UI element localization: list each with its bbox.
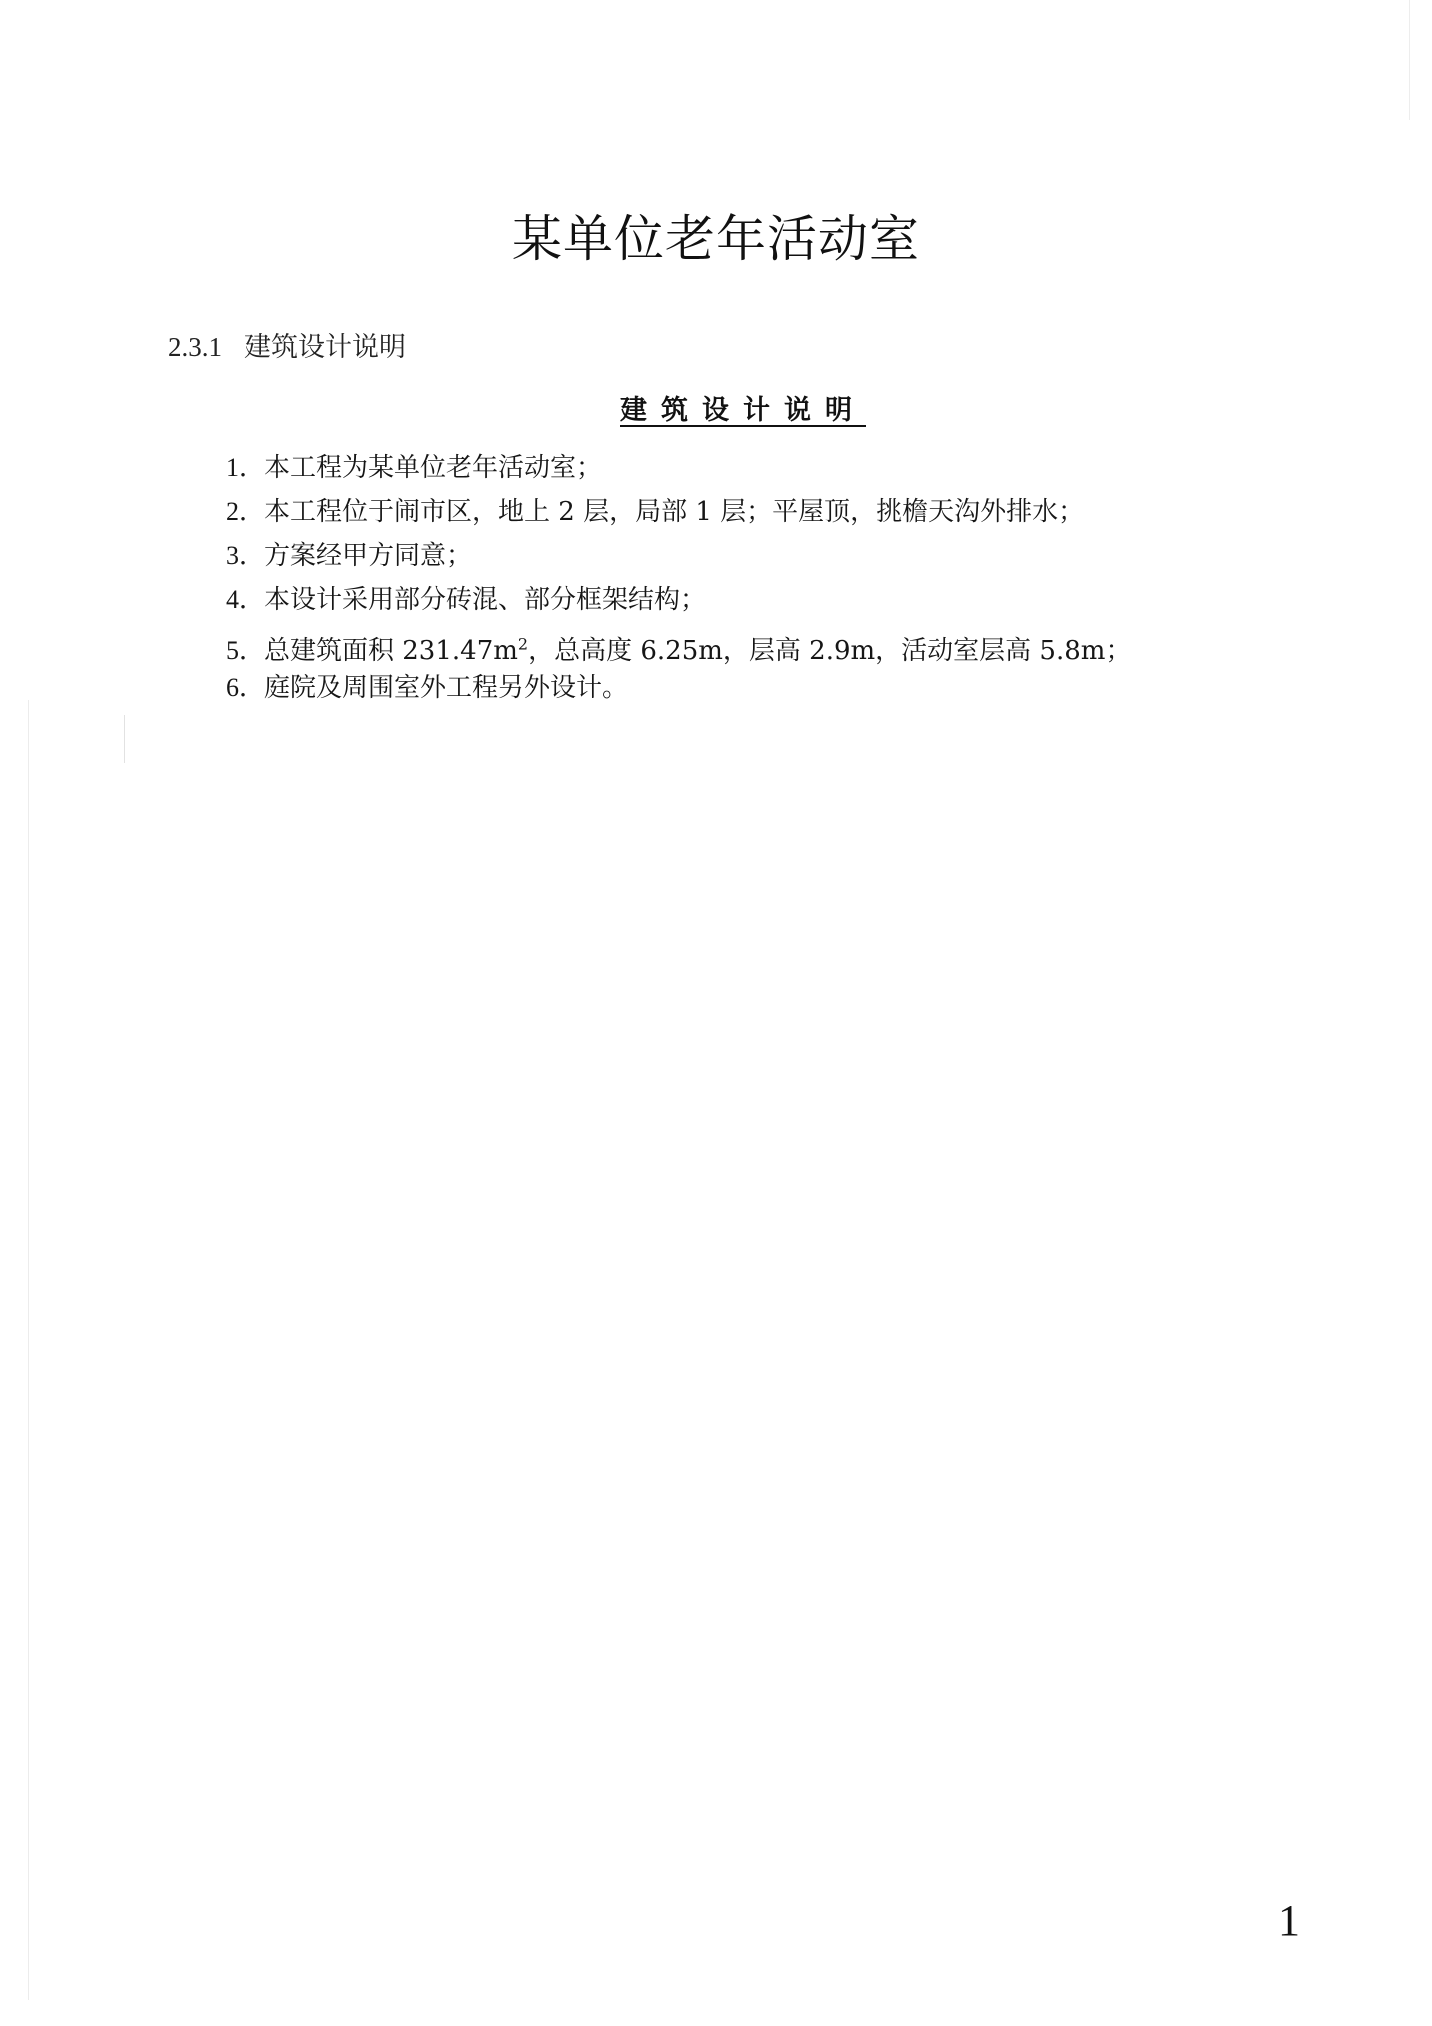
item-number: 5． — [226, 635, 266, 665]
scan-edge-line-right — [1409, 0, 1410, 120]
section-heading — [168, 325, 406, 364]
list-item — [226, 622, 1131, 666]
item-text-before: 总建筑面积 231.47m — [264, 635, 518, 666]
item-number: 2． — [226, 497, 266, 526]
item-text-after: ，总高度 6.25m，层高 2.9m，活动室层高 5.8m； — [528, 635, 1132, 666]
item-number: 6． — [226, 673, 266, 702]
page-number: 1 — [1278, 1896, 1300, 1945]
scan-edge-line — [28, 700, 29, 2000]
item-number: 4． — [226, 585, 266, 614]
document-title: 某单位老年活动室 — [512, 209, 920, 268]
section-label: 建筑设计说明 — [244, 332, 406, 363]
area-superscript: 2 — [517, 634, 529, 653]
item-text — [264, 636, 1131, 666]
item-text: 本工程位于闹市区，地上 2 层，局部 1 层；平屋顶，挑檐天沟外排水； — [264, 497, 1085, 527]
list-item — [226, 666, 1131, 710]
subtitle: 建筑设计说明 — [620, 395, 866, 426]
item-text: 庭院及周围室外工程另外设计。 — [264, 673, 629, 703]
item-text: 本工程为某单位老年活动室； — [264, 453, 603, 483]
scan-mark — [124, 715, 125, 763]
item-number: 1． — [226, 453, 266, 482]
list-item — [226, 490, 1131, 534]
design-notes-list — [226, 446, 1131, 710]
section-number: 2.3.1 — [168, 332, 222, 362]
item-text: 本设计采用部分砖混、部分框架结构； — [264, 585, 707, 615]
item-number: 3． — [226, 541, 266, 570]
list-item — [226, 578, 1131, 622]
list-item — [226, 534, 1131, 578]
list-item — [226, 446, 1131, 490]
item-text: 方案经甲方同意； — [264, 541, 473, 571]
